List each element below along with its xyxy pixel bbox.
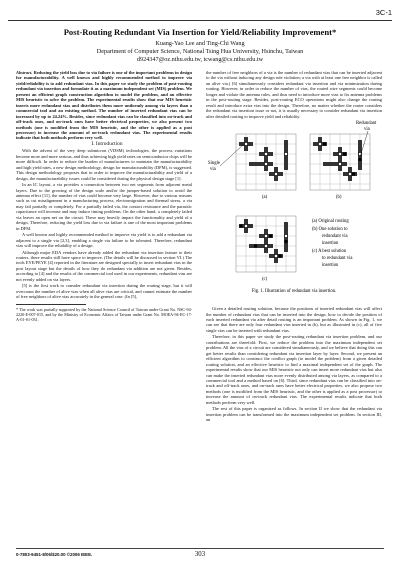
figure-1: [206, 120, 382, 304]
section-heading: I. Introduction: [91, 140, 123, 147]
intro-paragraph: Although major EDA vendors have already added the redundant via insertion feature to their routers, there results still have space to improve. (The details will be discussed in section VI.) The tools EYE/PEYE [4] reported in the literature are designed specially to insert redundant vias in the post layout stage but the details of how they do redundant via addition are not given. Besides, according to [4] and the results of the commercial tool used in our experiments, redundant vias are not evenly added on via layers.: [16, 249, 192, 282]
body-paragraph: the number of free neighbors of a via is the number of redundant vias that can be inserted adjacent to the via without inducing any design rule violation; a via with at least one free neighbor is called an alive via.) [6] simultaneously considers redundant via insertion and via minimization during routing. However, in order to reduce the number of vias, the routed wire segments could become longer and violate the antenna rules, and thus need to introduce more vias to fix antenna problems in the post-routing stage. Besides, post-routing ECO operations might also change the routing result and introduce extra vias into the design. Therefore, no matter whether the router considers the redundant via insertion issue or not, it is usually necessary to consider redundant via insertion after detailed routing to improve yield and reliability.: [206, 70, 382, 119]
author-names: Kuang-Yao Lee and Ting-Chi Wang: [155, 40, 245, 47]
redundant-via-marks-b: [323, 143, 362, 176]
legend-item: insertion: [322, 241, 339, 247]
abstract-label: Abstract.: [16, 70, 33, 75]
fig-label-redundant-via: via: [364, 127, 370, 133]
abstract: [16, 70, 192, 141]
fig-label-single-via: via: [210, 167, 216, 173]
author-emails: d924347@oz.nthu.edu.tw, tcwang@cs.nthu.edu.tw: [136, 56, 264, 63]
legend-item: to redundant via: [322, 256, 353, 262]
footnote: * The work was partially supported by the National Science Council of Taiwan under Grant No. NSC-94-2220-E-007-015, and by the Ministry of Economic Affairs of Taiwan under Grant No. MOEA-94-EC-17-A-01-S1-031.: [16, 306, 192, 322]
body-paragraph: The rest of this paper is organized as follows. In section II we show that the redundant via insertion problem can be transformed into the maximum independent set problem. In section III, an: [206, 406, 382, 423]
header-rule: [8, 20, 392, 21]
panel-c-label: (c): [262, 277, 268, 283]
author-block: [20, 40, 380, 64]
figure-panel-c: [236, 216, 296, 272]
author-affiliation: Department of Computer Science, National Tsing Hua University, Hsinchu, Taiwan: [96, 48, 304, 55]
page-number: 303: [194, 551, 206, 558]
session-label: 3C-1: [375, 8, 392, 17]
figure-panel-a: [236, 134, 296, 190]
paper-title: Post-Routing Redundant Via Insertion for Yield/Reliability Improvement*: [63, 27, 337, 37]
fig-label-redundant: Redundant: [356, 121, 377, 127]
legend-item: redundant via: [322, 234, 348, 240]
panel-b-label: (b): [336, 195, 342, 201]
figure-legend: [312, 219, 353, 268]
footnote-rule: [16, 304, 86, 305]
intro-paragraph: With the advent of the very deep submicron (VDSM) technologies, the process variations become more and more serious, and thus achieving high yield rates on semiconductor chips will be more difficult. In order to reduce the burden of manufacturers to maintain the manufacturability and high yield rates, a new design methodology, design for manufacturability (DFM), is suggested. This design methodology proposes that in order to improve the manufacturability and yield of a design, the manufacturability issues could be considered during the physical design stage [1].: [16, 148, 192, 181]
legend-item: (a) Original routing: [312, 219, 349, 225]
right-column: [206, 70, 382, 424]
panel-a-label: (a): [262, 195, 268, 201]
intro-paragraph: [5] is the first work to consider redundant via insertion during the routing stage, but it will overcount the number of alive vias when all alive vias are critical, and cannot estimate the number of free neighbors of alive vias accurately in the general case. (In [5],: [16, 283, 192, 300]
figure-panel-b: [310, 134, 370, 190]
legend-item: (b) One solution to: [312, 227, 348, 233]
figure-caption: Fig. 1. Illustration of redundant via insertion.: [251, 289, 337, 295]
body-paragraph: Given a detailed routing solution, because the positions of inserted redundant vias will affect the number of redundant vias that can be inserted into the design, how to decide the position of each inserted redundant via after detail routing is an important problem. As shown in Fig. 1, we can see that there are only four redundant vias inserted in (b), but as illustrated in (c), all of five single vias can be inserted with redundant vias.: [206, 306, 382, 333]
footer-rule: [16, 548, 384, 549]
fig-label-single: Single: [208, 161, 220, 167]
abstract-text: Reducing the yield loss due to via failure is one of the important problems in design for manufacturability. A well known and highly recommended method to improve via yield/reliability is to add redundant vias. In this paper we study the problem of post-routing redundant via insertion and formulate it as a maximum independent set (MIS) problem. We present an efficient graph construction algorithm to model the problem, and an effective MIS heuristic to solve the problem. The experimental results show that our MIS heuristic inserts more redundant vias and distributes them more uniformly among via layers than a commercial tool and an existing method. The number of inserted redundant vias can be increased by up to 24.24%. Besides, since redundant vias can be classified into on-track and off-track ones, and on-track ones have better electrical properties, we also present two methods (one is modified from the MIS heuristic, and the other is applied as a post processor) to increase the amount of on-track redundant vias. The experimental results indicate that both methods perform very well.: [16, 70, 192, 141]
legend-item: (c) A best solution: [312, 249, 347, 255]
intro-paragraph: In an IC layout, a via provides a connection between two net segments from adjacent metal layers. Due to the growing of the design scale and/or the jumper-based solution to avoid the antenna effect [11], the number of vias could become very large. However, due to various reasons such as cut misalignment in a manufacturing process, electromigration and thermal stress, a via may fail partially or completely. For a partially failed via, the contact resistance and the parasitic capacitance will increase and may induce timing problems. On the other hand, a completely failed via leaves an open net on the circuit. These may heavily impact the functionality and yield of a design. Therefore, reducing the yield loss due to via failure is one of the most important problems in DFM.: [16, 182, 192, 231]
single-via-pointer: [220, 144, 244, 166]
left-column: [16, 70, 192, 323]
isbn-line: 0-7803-9451-8/06/$20.00 ©2006 IEEE.: [16, 552, 93, 557]
intro-paragraph: A well known and highly recommended method to improve via yield is to add a redundant via adjacent to a single via [2,3], enabling a single via failure to be tolerated. Therefore, redundant vias will improve the reliability of a design.: [16, 232, 192, 249]
body-paragraph: Therefore, in this paper we study the post-routing redundant via insertion problem, and our contributions are threefold. First, we reduce the problem into the maximum independent set problem. All the vias of a circuit are considered simultaneously, and we believe that doing this can get better results than considering redundant via insertion layer by layer. Second, we present an efficient algorithm to construct the conflict graph (to model the problem) from a given detailed routing solution, and an effective heuristic to find a maximal independent set of the graph. The experimental results show that our MIS heuristic not only can insert more redundant vias but also can make the inserted redundant vias more evenly distributed among via layers, as compared to a commercial tool and a method based on [6]. Third, since redundant vias can be classified into on-track and off-track ones, and on-track ones have better electrical properties, we also propose two methods (one is modified from the MIS heuristic, and the other is applied as a post processor) to increase the amount of on-track redundant vias. The experimental results indicate that both methods perform very well.: [206, 334, 382, 405]
figure-1-drawing: [206, 120, 382, 296]
legend-item: insertion: [322, 263, 339, 269]
